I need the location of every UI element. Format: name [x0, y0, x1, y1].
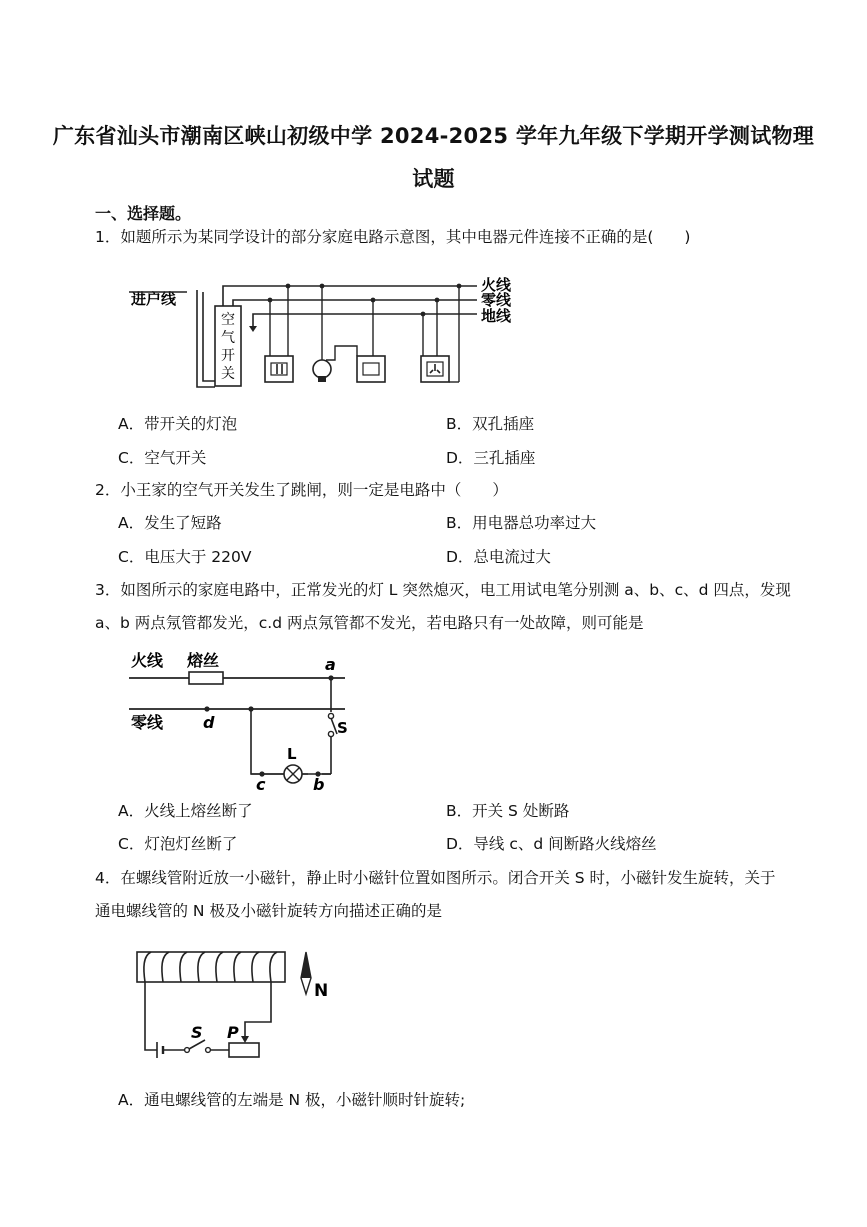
- q3-point-a: a: [325, 655, 336, 674]
- q3-point-c: c: [256, 775, 266, 791]
- breaker-char-3: 开: [221, 348, 235, 364]
- q4-switch-label: S: [191, 1023, 203, 1042]
- q3-point-b: b: [313, 775, 325, 791]
- q1-option-d[interactable]: D．三孔插座: [446, 449, 536, 467]
- q1-option-a[interactable]: A．带开关的灯泡: [118, 415, 238, 433]
- page-title: 广东省汕头市潮南区峡山初级中学 2024-2025 学年九年级下学期开学测试物理: [52, 124, 815, 148]
- breaker-char-4: 关: [221, 366, 235, 382]
- q3-option-b[interactable]: B．开关 S 处断路: [446, 802, 570, 820]
- in-line-label: 进户线: [131, 290, 177, 308]
- question-4-stem-line2: 通电螺线管的 N 极及小磁针旋转方向描述正确的是: [95, 902, 442, 920]
- question-2-stem: 2．小王家的空气开关发生了跳闸，则一定是电路中（ ）: [95, 481, 508, 499]
- live-wire-label: 火线: [481, 276, 512, 294]
- q2-option-c[interactable]: C．电压大于 220V: [118, 548, 252, 566]
- breaker-char-2: 气: [221, 330, 235, 346]
- fuse-lamp-circuit-figure: [125, 646, 360, 791]
- question-3-stem-line2: a、b 两点氖管都发光，c.d 两点氖管都不发光，若电路只有一处故障，则可能是: [95, 614, 644, 632]
- page-title-line2: 试题: [412, 167, 455, 191]
- q3-live-label: 火线: [131, 651, 164, 670]
- question-3-stem-line1: 3．如图所示的家庭电路中，正常发光的灯 L 突然熄灭，电工用试电笔分别测 a、b、c、d 四点，发现: [95, 581, 791, 599]
- q1-option-b[interactable]: B．双孔插座: [446, 415, 535, 433]
- household-circuit-figure: [125, 270, 525, 395]
- q3-fuse-label: 熔丝: [187, 651, 220, 670]
- q2-option-b[interactable]: B．用电器总功率过大: [446, 514, 597, 532]
- breaker-char-1: 空: [221, 312, 235, 328]
- compass-n-label: N: [314, 981, 329, 1001]
- q3-neutral-label: 零线: [131, 713, 164, 732]
- q1-option-c[interactable]: C．空气开关: [118, 449, 207, 467]
- section-heading: 一、选择题。: [95, 204, 192, 223]
- q3-option-c[interactable]: C．灯泡灯丝断了: [118, 835, 238, 853]
- ground-wire-label: 地线: [481, 307, 512, 325]
- question-4-stem-line1: 4．在螺线管附近放一小磁针，静止时小磁针位置如图所示。闭合开关 S 时，小磁针发生旋转，关于: [95, 869, 776, 887]
- q4-slider-label: P: [227, 1023, 239, 1042]
- q3-option-a[interactable]: A．火线上熔丝断了: [118, 802, 253, 820]
- q4-option-a[interactable]: A．通电螺线管的左端是 N 极，小磁针顺时针旋转;: [118, 1091, 466, 1109]
- q3-point-d: d: [203, 713, 215, 732]
- q3-option-d[interactable]: D．导线 c、d 间断路火线熔丝: [446, 835, 657, 853]
- q3-switch-label: S: [337, 719, 348, 737]
- neutral-wire-label: 零线: [481, 291, 512, 309]
- q2-option-d[interactable]: D．总电流过大: [446, 548, 551, 566]
- solenoid-compass-figure: [125, 938, 340, 1073]
- q3-lamp-label: L: [287, 745, 297, 763]
- question-1-stem: 1．如题所示为某同学设计的部分家庭电路示意图，其中电器元件连接不正确的是( ): [95, 228, 691, 246]
- q2-option-a[interactable]: A．发生了短路: [118, 514, 222, 532]
